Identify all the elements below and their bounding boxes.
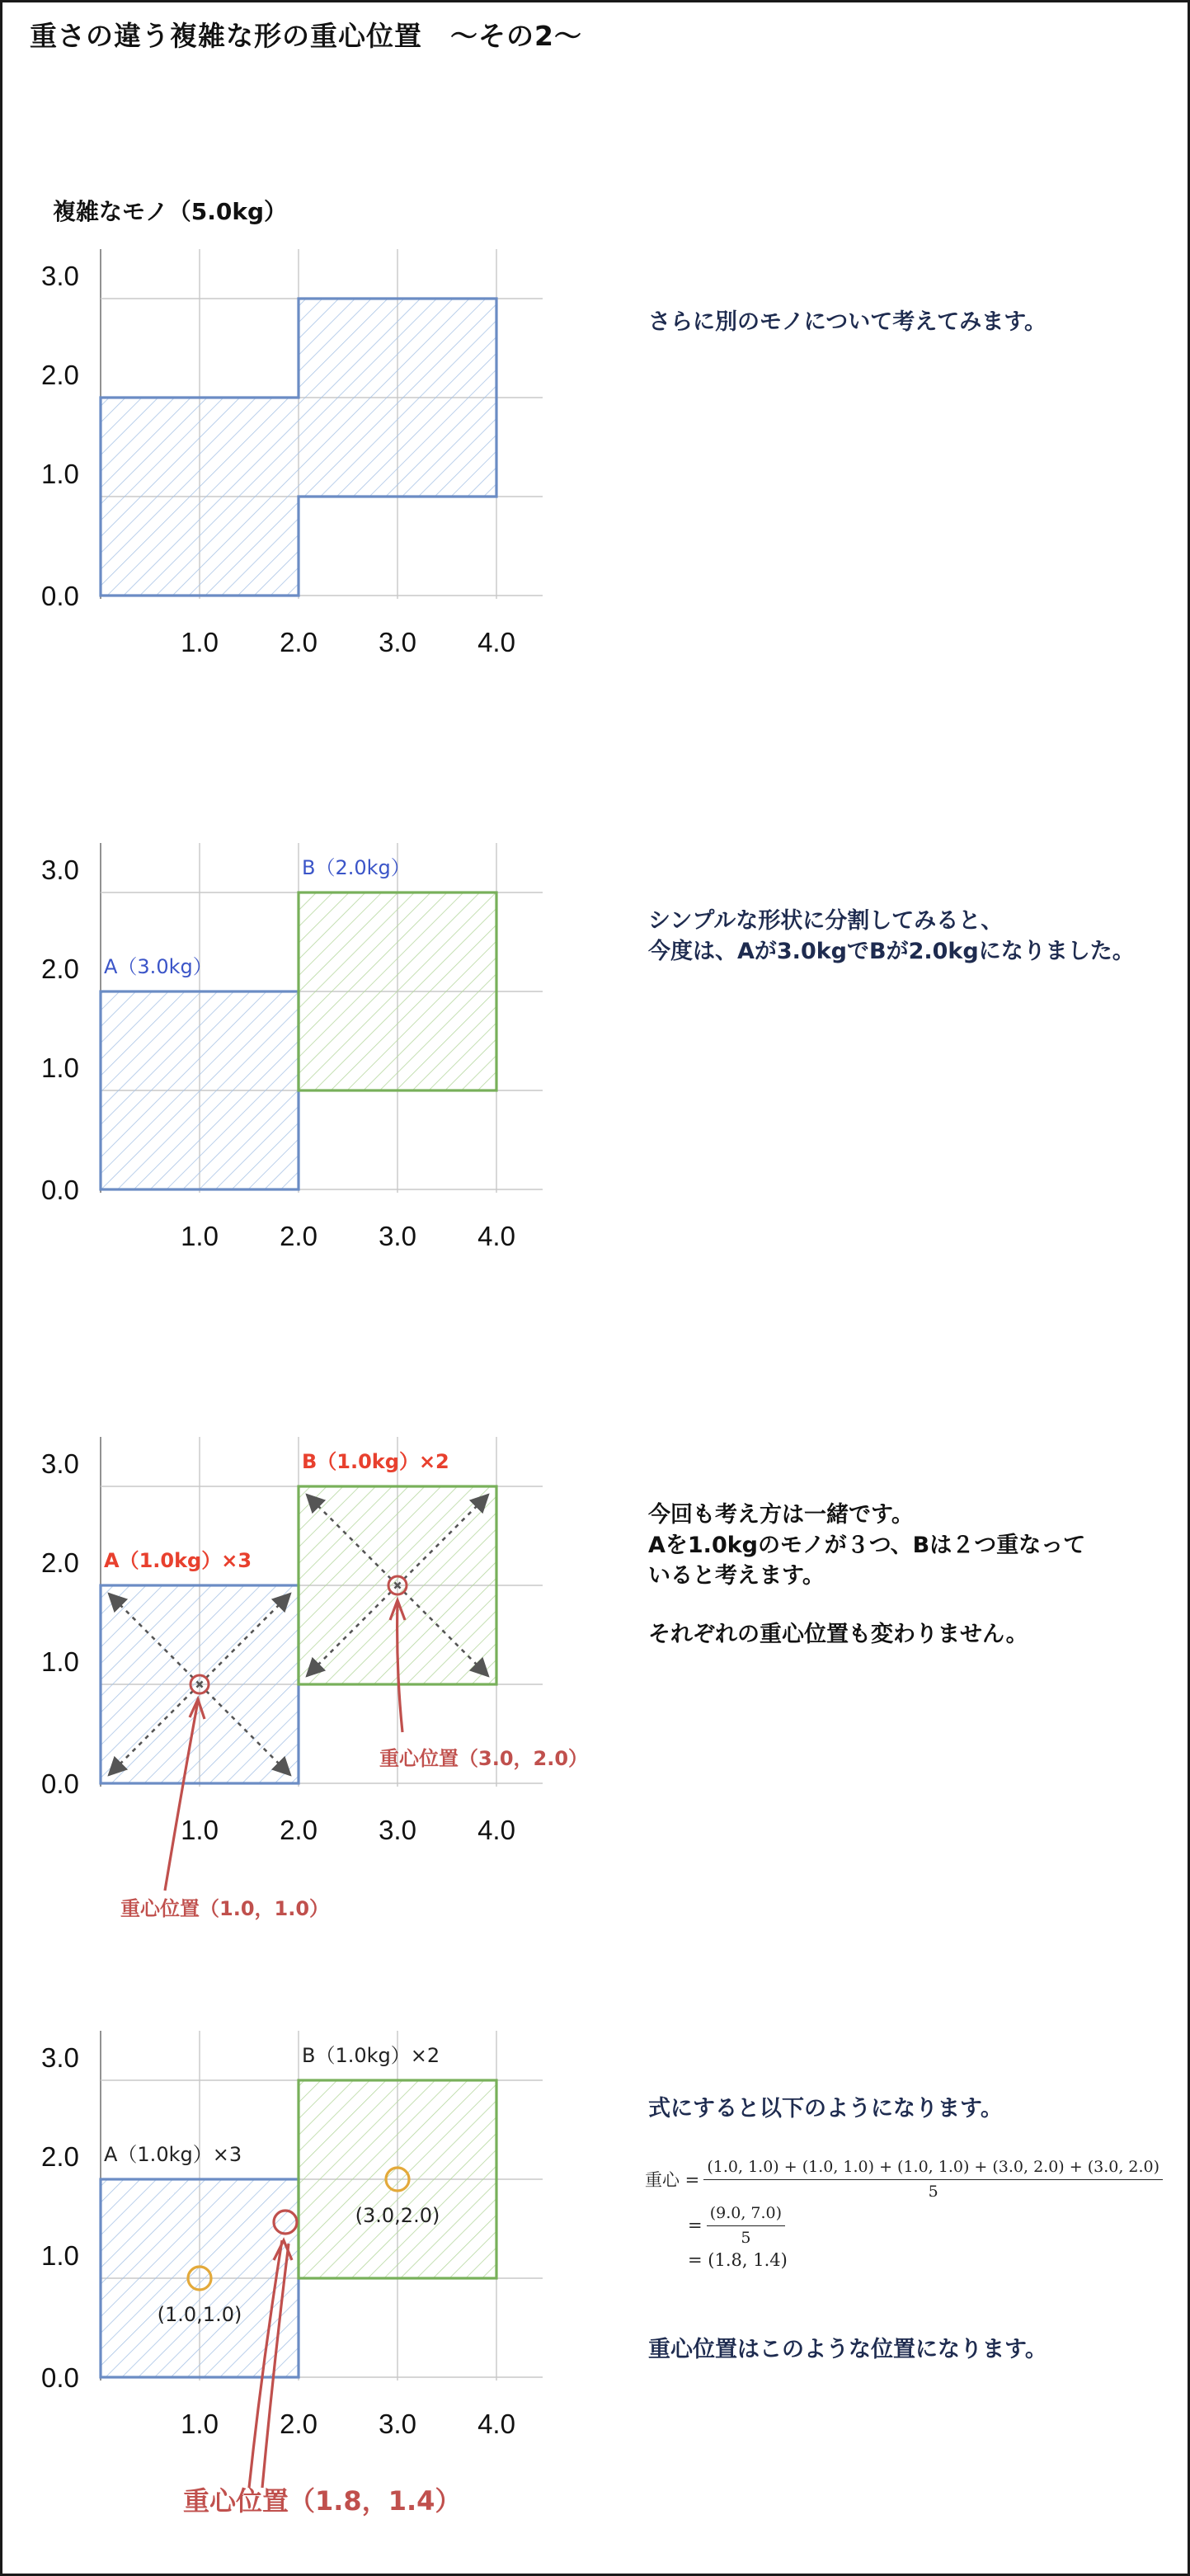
x-tick-label: 1.0 [181,627,219,657]
label-a: A（1.0kg）×3 [104,2143,242,2166]
formula-denominator: 5 [928,2183,938,2201]
section3-note-line4: それぞれの重心位置も変わりません。 [648,1622,1028,1647]
centroid-a-label: 重心位置（1.0，1.0） [120,1897,330,1920]
x-tick-label: 2.0 [280,1815,317,1845]
point-b-label: (3.0,2.0) [355,2204,440,2227]
point-a-label: (1.0,1.0) [157,2303,242,2326]
formula-eq2-denominator: 5 [741,2229,751,2247]
y-tick-label: 0.0 [41,1768,79,1799]
x-tick-label: 1.0 [181,1221,219,1251]
section4-note-bottom: 重心位置はこのような位置になります。 [648,2337,1047,2362]
y-tick-label: 3.0 [41,855,79,885]
y-tick-label: 0.0 [41,2362,79,2393]
formula-numerator: (1.0, 1.0) + (1.0, 1.0) + (1.0, 1.0) + (3.0, 2.0) + (3.0, 2.0) [703,2158,1163,2180]
section3-note-line2: Aを1.0kgのモノが３つ、Bは２つ重なって [648,1533,1086,1558]
chart-1 [41,198,543,657]
formula-result: = (1.8, 1.4) [688,2250,788,2270]
y-tick-label: 2.0 [41,2141,79,2172]
x-tick-label: 1.0 [181,2409,219,2439]
section2-note-line1: シンプルな形状に分割してみると、 [648,908,1004,934]
y-tick-label: 0.0 [41,581,79,611]
chart-4 [41,2031,543,2488]
shape-a [101,2179,299,2377]
section4-note-top: 式にすると以下のようになります。 [648,2096,1003,2122]
section2-note-line2: 今度は、Aが3.0kgでBが2.0kgになりました。 [648,939,1135,964]
y-tick-label: 2.0 [41,954,79,984]
x-tick-label: 4.0 [477,1815,515,1845]
x-tick-label: 2.0 [280,627,317,657]
y-tick-label: 1.0 [41,2240,79,2271]
formula-equals-2: = [688,2216,703,2235]
label-a: A（1.0kg）×3 [104,1549,252,1572]
x-tick-label: 4.0 [477,1221,515,1251]
chart-1-title: 複雑なモノ（5.0kg） [53,198,287,225]
x-tick-label: 3.0 [379,627,416,657]
shape-a [101,991,299,1189]
x-tick-label: 2.0 [280,1221,317,1251]
x-tick-label: 3.0 [379,2409,416,2439]
shape-b [299,2080,496,2278]
y-tick-label: 2.0 [41,360,79,390]
formula-fraction-1 [703,2158,1163,2201]
formula-fraction-2 [707,2204,785,2247]
shape-b [299,892,496,1090]
page-title: 重さの違う複雑な形の重心位置 ～その2～ [30,20,582,52]
section3-note-line1: 今回も考え方は一緒です。 [648,1502,914,1528]
y-tick-label: 0.0 [41,1175,79,1205]
section1-note: さらに別のモノについて考えてみます。 [648,309,1047,335]
result-label: 重心位置（1.8，1.4） [183,2485,462,2517]
y-tick-label: 1.0 [41,1646,79,1677]
formula-eq2-numerator: (9.0, 7.0) [707,2204,785,2226]
chart-3 [41,1437,543,1891]
label-a: A（3.0kg） [104,955,213,978]
label-b: B（1.0kg）×2 [302,2044,440,2067]
complex-shape [101,299,496,596]
x-tick-label: 2.0 [280,2409,317,2439]
x-tick-label: 3.0 [379,1221,416,1251]
x-tick-label: 3.0 [379,1815,416,1845]
x-tick-label: 4.0 [477,627,515,657]
y-tick-label: 1.0 [41,459,79,489]
label-b: B（2.0kg） [302,856,411,879]
x-tick-label: 4.0 [477,2409,515,2439]
y-tick-label: 1.0 [41,1053,79,1083]
y-tick-label: 3.0 [41,2042,79,2073]
y-tick-label: 3.0 [41,1448,79,1479]
formula-lhs: 重心 = [645,2170,700,2190]
label-b: B（1.0kg）×2 [302,1450,449,1473]
y-tick-label: 3.0 [41,261,79,291]
section3-note-line3: いると考えます。 [648,1563,825,1589]
y-tick-label: 2.0 [41,1547,79,1578]
centroid-b-label: 重心位置（3.0，2.0） [379,1747,589,1770]
x-tick-label: 1.0 [181,1815,219,1845]
chart-2 [41,843,543,1251]
